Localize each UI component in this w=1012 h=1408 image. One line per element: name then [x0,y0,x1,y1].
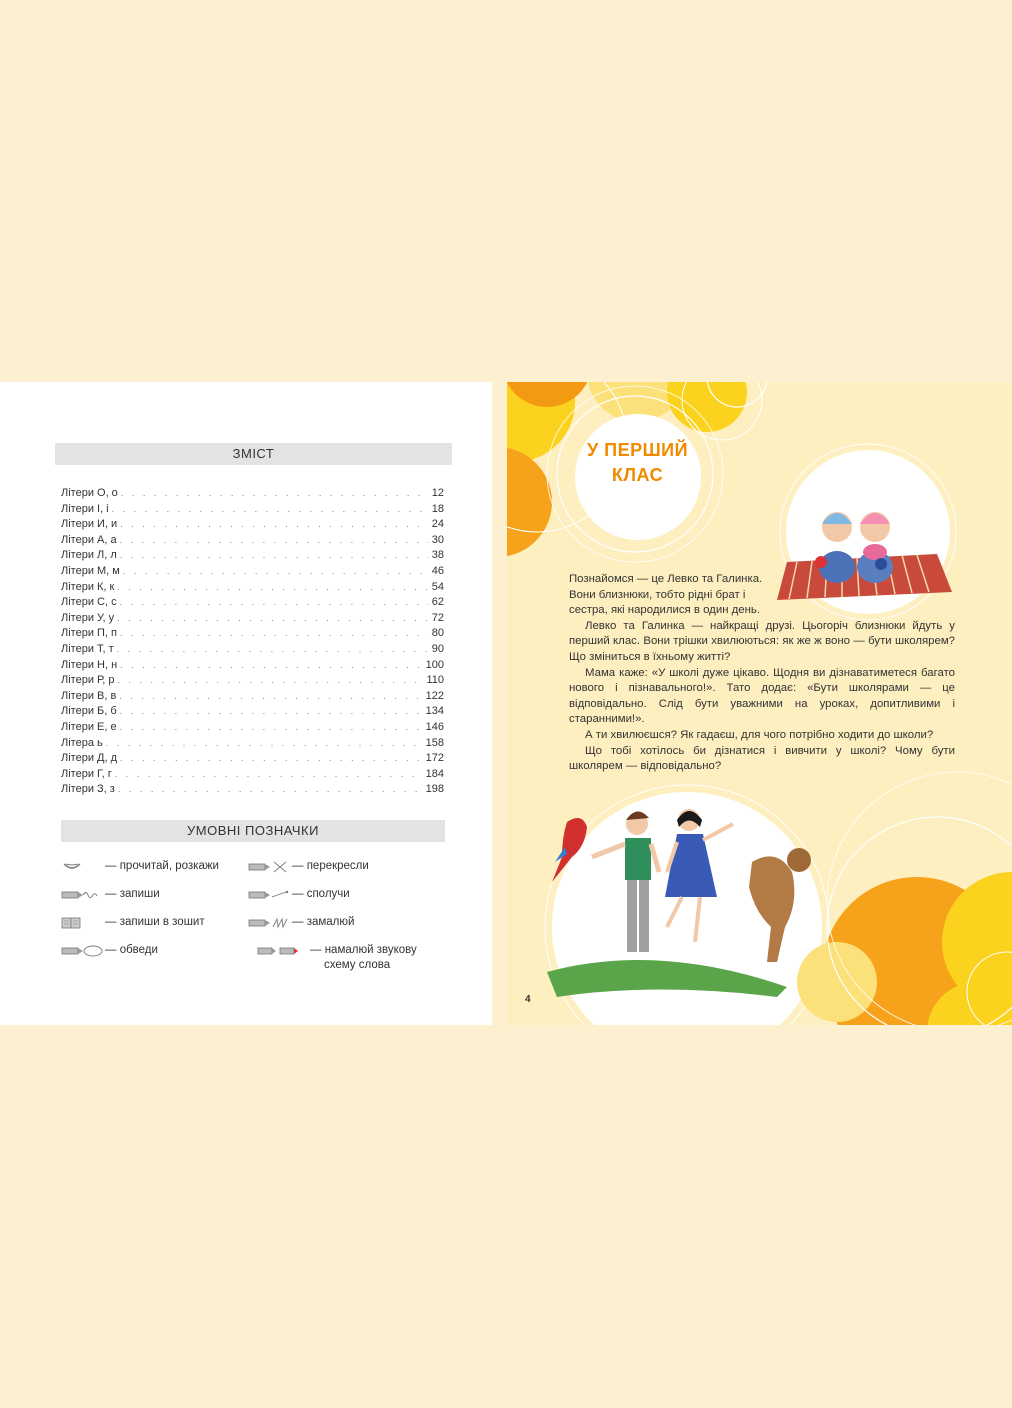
page-gutter [492,382,507,1025]
legend-label-line2: схему слова [324,959,391,971]
toc-page-number: 72 [431,611,444,624]
toc-row [61,502,444,518]
toc-leader-dots [112,502,429,518]
toc-row [61,658,444,674]
legend-label: — обведи [105,944,158,956]
toc-row [61,704,444,720]
story-paragraph: Мама каже: «У школі дуже цікаво. Щодня ви дізнаватиметеся багато нового і пізнавального!». Тато додає: «Бути школярами — це відповідально. Слід бути уважними на уроках, допитливими і старанними!». [569,666,955,726]
toc-page-number: 122 [425,689,444,702]
toc-label: Літери У, у [61,611,115,624]
toc-page-number: 46 [431,564,444,577]
toc-page-number: 100 [425,658,444,671]
toc-label: Літери В, в [61,689,117,702]
toc-page-number: 30 [431,533,444,546]
toc-leader-dots [117,642,429,658]
toc-row [61,595,444,611]
toc-row [61,767,444,783]
toc-row [61,642,444,658]
legend-label-line1: — намалюй звукову [310,944,417,956]
toc-leader-dots [120,704,423,720]
right-page [507,382,1012,1025]
pencil-circle-icon [61,944,105,958]
toc-leader-dots [117,611,429,627]
toc-page-number: 12 [431,487,444,499]
title-line2: КЛАС [611,465,664,485]
toc-label: Літери К, к [61,580,115,593]
toc-label: Літери Д, д [61,752,117,765]
toc-label: Літери Г, г [61,767,112,780]
notebook-icon [61,916,105,930]
toc-row [61,751,444,767]
toc-leader-dots [118,782,423,798]
toc-leader-dots [106,736,423,752]
toc-label: Літери Б, б [61,705,117,718]
legend-item-circle-around [61,943,158,958]
toc-leader-dots [120,720,423,736]
toc-leader-dots [118,673,424,689]
toc-title: ЗМІСТ [55,443,452,465]
toc-page-number: 158 [425,736,444,749]
toc-row [61,548,444,564]
toc-leader-dots [120,548,429,564]
toc-row [61,517,444,533]
toc-label: Літери Р, р [61,674,115,687]
story-paragraph: А ти хвилюєшся? Як гадаєш, для чого потрібно ходити до школи? [585,728,934,741]
toc-label: Літери П, п [61,627,117,640]
toc-page-number: 198 [425,783,444,796]
toc-page-number: 54 [431,580,444,593]
legend-label: — сполучи [292,888,350,900]
toc-row [61,673,444,689]
legend-item-sound-scheme [248,943,417,973]
legend-label: — замалюй [292,916,355,928]
pencil-scribble-icon [248,916,292,930]
toc-list [61,486,444,798]
toc-page-number: 146 [425,720,444,733]
two-pencils-icon [248,944,310,958]
toc-leader-dots [120,658,422,674]
toc-label: Літери А, а [61,533,117,546]
toc-leader-dots [123,564,429,580]
toc-leader-dots [120,595,429,611]
toc-leader-dots [121,486,429,502]
legend-label: — прочитай, розкажи [105,860,219,872]
toc-page-number: 24 [431,518,444,531]
title-line1: У ПЕРШИЙ [586,440,689,460]
toc-page-number: 110 [426,674,444,687]
toc-row [61,736,444,752]
toc-label: Літера ь [61,736,103,749]
open-mouth-icon [61,860,105,874]
toc-label: Літери М, м [61,564,120,577]
toc-leader-dots [115,767,423,783]
toc-label: Літери Л, л [61,549,117,562]
toc-page-number: 134 [425,705,444,718]
legend-label: — запиши [105,888,160,900]
toc-leader-dots [120,626,429,642]
toc-page-number: 62 [431,596,444,609]
toc-label: Літери Т, т [61,642,114,655]
pencil-cross-icon [248,860,292,874]
toc-page-number: 90 [431,642,444,655]
toc-leader-dots [117,580,428,596]
toc-row [61,720,444,736]
toc-page-number: 184 [425,767,444,780]
toc-page-number: 38 [431,549,444,562]
toc-label: Літери І, і [61,502,109,515]
toc-label: Літери И, и [61,518,118,531]
pencil-write-icon [61,888,105,902]
legend-item-connect [248,887,350,902]
left-page [0,382,492,1025]
toc-leader-dots [120,533,429,549]
legend-label [310,943,417,973]
legend-item-write [61,887,160,902]
toc-label: Літери Е, е [61,720,117,733]
toc-row [61,689,444,705]
legend-title: УМОВНІ ПОЗНАЧКИ [61,820,445,842]
story-paragraph: Левко та Галинка — найкращі друзі. Цьогоріч близнюки йдуть у перший клас. Вони трішки хвилюються: як же ж воно — бути школярем? Що зміниться в їхньому житті? [569,619,955,663]
toc-leader-dots [119,689,422,705]
toc-label: Літери З, з [61,783,115,796]
story-text [569,572,955,775]
toc-leader-dots [120,751,423,767]
toc-page-number: 172 [425,752,444,765]
legend-label: — перекресли [292,860,369,872]
toc-row [61,580,444,596]
toc-label: Літери С, с [61,596,117,609]
legend-item-write-notebook [61,915,205,930]
toc-leader-dots [120,517,429,533]
book-spread [0,382,1012,1025]
legend-item-read-tell [61,859,219,874]
toc-row [61,611,444,627]
toc-row [61,564,444,580]
page-title [565,438,710,488]
toc-row [61,626,444,642]
kids-with-parrot-and-dog-illustration [537,802,837,1002]
story-paragraph: Що тобі хотілось би дізнатися і вивчити у школі? Чому бути школярем — відповідально? [569,744,955,773]
page-number: 4 [525,994,531,1005]
toc-page-number: 80 [431,627,444,640]
legend-item-draw [248,915,354,930]
story-paragraph: Познайомся — це Левко та Галинка. Вони близнюки, тобто рідні брат і сестра, які народилися в один день. [569,573,763,617]
legend-label: — запиши в зошит [105,916,205,928]
toc-row [61,782,444,798]
toc-label: Літери Н, н [61,658,118,671]
toc-row [61,486,444,502]
toc-row [61,533,444,549]
toc-page-number: 18 [431,502,444,515]
legend-item-cross-out [248,859,369,874]
pencil-connect-icon [248,888,292,902]
toc-label: Літери О, о [61,487,118,499]
